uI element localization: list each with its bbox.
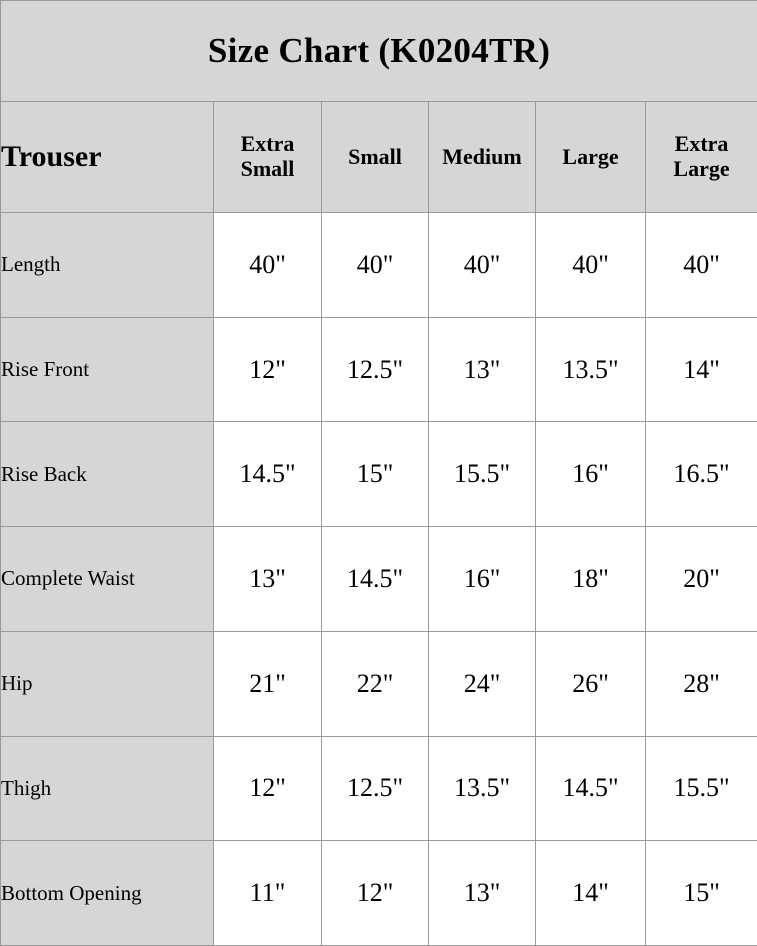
- header-size-extra-large: [646, 102, 757, 213]
- cell-complete-waist-xs: 13": [214, 527, 322, 632]
- header-size-large: Large: [536, 102, 646, 213]
- cell-length-xs: 40": [214, 213, 322, 318]
- cell-bottom-opening-s: 12": [322, 841, 429, 946]
- cell-thigh-xl: 15.5": [646, 736, 757, 841]
- cell-rise-front-xs: 12": [214, 317, 322, 422]
- cell-rise-back-xs: 14.5": [214, 422, 322, 527]
- cell-hip-l: 26": [536, 631, 646, 736]
- cell-complete-waist-s: 14.5": [322, 527, 429, 632]
- cell-rise-front-xl: 14": [646, 317, 757, 422]
- cell-hip-s: 22": [322, 631, 429, 736]
- cell-bottom-opening-xl: 15": [646, 841, 757, 946]
- table-row: [1, 736, 757, 841]
- table-row: [1, 841, 757, 946]
- header-size-extra-small: [214, 102, 322, 213]
- cell-bottom-opening-l: 14": [536, 841, 646, 946]
- header-size-medium: Medium: [429, 102, 536, 213]
- header-size-extra-small-line-2: Small: [240, 156, 295, 181]
- table-row: [1, 631, 757, 736]
- cell-hip-xl: 28": [646, 631, 757, 736]
- table-row: [1, 422, 757, 527]
- cell-thigh-l: 14.5": [536, 736, 646, 841]
- header-size-extra-small-line-1: Extra: [240, 131, 295, 157]
- cell-thigh-s: 12.5": [322, 736, 429, 841]
- cell-rise-back-xl: 16.5": [646, 422, 757, 527]
- title-row: [1, 1, 757, 102]
- row-label-length: Length: [1, 213, 214, 318]
- row-label-thigh: Thigh: [1, 736, 214, 841]
- row-label-rise-back: Rise Back: [1, 422, 214, 527]
- cell-rise-front-s: 12.5": [322, 317, 429, 422]
- cell-hip-xs: 21": [214, 631, 322, 736]
- table-row: [1, 317, 757, 422]
- row-label-hip: Hip: [1, 631, 214, 736]
- cell-rise-back-l: 16": [536, 422, 646, 527]
- header-size-small: Small: [322, 102, 429, 213]
- cell-bottom-opening-xs: 11": [214, 841, 322, 946]
- row-label-complete-waist: Complete Waist: [1, 527, 214, 632]
- cell-thigh-xs: 12": [214, 736, 322, 841]
- cell-length-xl: 40": [646, 213, 757, 318]
- cell-rise-front-m: 13": [429, 317, 536, 422]
- cell-bottom-opening-m: 13": [429, 841, 536, 946]
- table-row: [1, 213, 757, 318]
- cell-length-l: 40": [536, 213, 646, 318]
- cell-complete-waist-xl: 20": [646, 527, 757, 632]
- cell-rise-back-s: 15": [322, 422, 429, 527]
- header-row-label: Trouser: [1, 102, 214, 213]
- table-row: [1, 527, 757, 632]
- cell-rise-back-m: 15.5": [429, 422, 536, 527]
- cell-complete-waist-l: 18": [536, 527, 646, 632]
- cell-length-m: 40": [429, 213, 536, 318]
- cell-rise-front-l: 13.5": [536, 317, 646, 422]
- header-size-extra-large-line-2: Large: [673, 156, 730, 181]
- header-size-extra-large-line-1: Extra: [674, 131, 729, 157]
- cell-hip-m: 24": [429, 631, 536, 736]
- cell-complete-waist-m: 16": [429, 527, 536, 632]
- header-row: [1, 102, 757, 213]
- page-title: Size Chart (K0204TR): [1, 1, 757, 102]
- cell-thigh-m: 13.5": [429, 736, 536, 841]
- cell-length-s: 40": [322, 213, 429, 318]
- row-label-bottom-opening: Bottom Opening: [1, 841, 214, 946]
- row-label-rise-front: Rise Front: [1, 317, 214, 422]
